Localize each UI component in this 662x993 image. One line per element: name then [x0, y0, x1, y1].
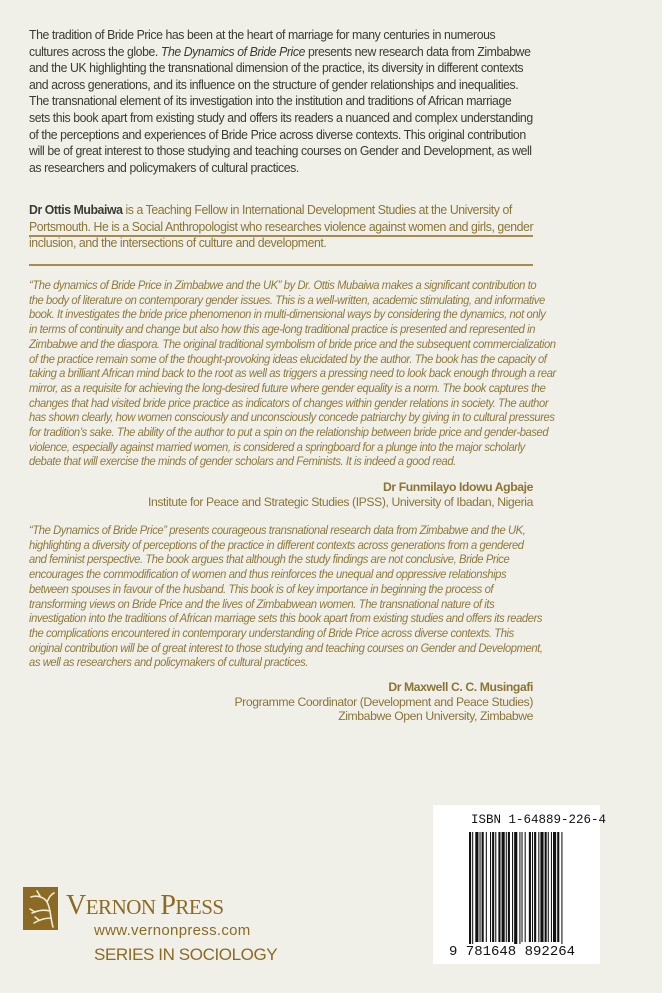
text-line: [29, 235, 499, 252]
barcode-bar: [532, 832, 533, 942]
ean-number: 9 781648 892264: [449, 944, 576, 960]
text-line: as researchers and policymakers of cultural practices.: [29, 159, 299, 175]
text-line: mirror, as a requisite for achieving the long-desired future where gender equality is a norm. The book captures the: [29, 380, 546, 395]
isbn-barcode: [433, 805, 607, 964]
text-line: in terms of continuity and change but also how this age-long traditional practice is presented and represented in: [29, 322, 536, 337]
text-line: [29, 43, 531, 61]
barcode-bar: [561, 832, 562, 952]
book-title: The Dynamics of Bride Price: [160, 43, 305, 59]
text-line: encourages the commodification of women and thus reinforces the unequal and oppressive relationships: [29, 567, 507, 582]
review-quote-2: [29, 523, 543, 670]
text-fragment: presents new research data from Zimbabwe: [304, 43, 531, 59]
reviewer-name: Dr Funmilayo Idowu Agbaje: [382, 480, 533, 494]
text-line: [29, 218, 534, 236]
barcode-bar: [529, 832, 531, 942]
barcode-bar: [475, 832, 478, 942]
vernon-press-tree-logo-icon: [23, 887, 58, 930]
text-fragment: cultures across the globe.: [29, 43, 161, 59]
text-fragment: is a Teaching Fellow in International Development Studies at the University of: [122, 202, 512, 217]
author-bio: [29, 202, 534, 252]
reviewer-affiliation: Programme Coordinator (Development and Peace Studies): [234, 694, 533, 709]
text-line: for tradition’s sake. The ability of the author to put a spin on the relationship between bride price and gender-based: [29, 425, 549, 440]
text-fragment: Portsmouth. He is a Social Anthropologist who researches violence against women and girls, gender: [29, 218, 534, 234]
barcode-bar: [557, 832, 559, 942]
barcode-bars: [469, 832, 595, 956]
barcode-bar: [514, 832, 517, 952]
text-line: Zimbabwe and the diaspora. The original traditional symbolism of bride price and the subsequent commercialization: [29, 336, 556, 351]
text-line: [29, 202, 512, 219]
reviewer-name: Dr Maxwell C. C. Musingafi: [388, 680, 533, 694]
text-line: transforming views on Bride Price and the lives of Zimbabwean women. The transnational nature of its: [29, 596, 495, 611]
text-line: of the perceptions and experiences of Bride Price across diverse contexts. This original contribution: [29, 126, 526, 142]
barcode-bar: [508, 832, 510, 942]
barcode-bar: [482, 832, 484, 942]
barcode-bar: [490, 832, 491, 942]
author-name: Dr Ottis Mubaiwa: [29, 202, 123, 217]
barcode-bar: [480, 832, 481, 942]
text-line: violence, especially against married women, is considered a springboard for a plunge into the major scholarly: [29, 439, 525, 454]
reviewer-affiliation: Institute for Peace and Strategic Studies (IPSS), University of Ibadan, Nigeria: [147, 494, 533, 509]
text-line: changes that had visited bride price practice as indicators of changes within gender relations in society. The author: [29, 395, 549, 410]
barcode-bar: [548, 832, 549, 942]
reviewer-affiliation: Zimbabwe Open University, Zimbabwe: [338, 709, 533, 724]
barcode-bar: [553, 832, 556, 942]
publisher-name: VERNON PRESS: [66, 890, 224, 921]
publisher-url[interactable]: www.vernonpress.com: [94, 922, 251, 939]
book-description: [29, 27, 534, 176]
text-line: original contribution will be of great interest to those studying and teaching courses on Gender and Development,: [29, 640, 543, 655]
barcode-bar: [525, 832, 526, 942]
review-signature-1: [148, 480, 533, 509]
text-line: will be of great interest to those studying and teaching courses on Gender and Development, as well: [29, 143, 532, 159]
text-line: taking a brilliant African mind back to the root as well as triggers a pressing need to look back enough through a rear: [29, 366, 556, 381]
barcode-bar: [540, 832, 543, 942]
divider: [29, 264, 533, 266]
text-line: The transnational element of its investigation into the institution and traditions of African marriage: [29, 93, 512, 109]
text-line: has shown clearly, how women consciously and unconsciously concede patriarchy by giving in to cultural pressures: [29, 410, 555, 425]
barcode-bar: [506, 832, 507, 942]
text-line: sets this book apart from existing study and offers its readers a nuanced and complex understanding: [29, 109, 533, 125]
text-line: “The dynamics of Bride Price in Zimbabwe and the UK” by Dr. Ottis Mubaiwa makes a significant contribution to: [29, 278, 537, 292]
text-line: the complications encountered in contemporary understanding of Bride Price across diverse contexts. This: [29, 625, 514, 640]
barcode-bar: [502, 832, 505, 942]
text-line: highlighting a diversity of perceptions of the practice in different contexts across generations from a gendered: [29, 537, 524, 552]
barcode-bar: [545, 832, 547, 942]
review-signature-2: [234, 680, 533, 724]
text-line: and across generations, and its influence on the structure of gender relationships and inequalities.: [29, 76, 519, 92]
barcode-bar: [534, 832, 536, 942]
barcode-bar: [492, 832, 494, 942]
text-line: “The Dynamics of Bride Price” presents courageous transnational research data from Zimbabwe and the UK,: [29, 523, 526, 537]
barcode-bar: [512, 832, 513, 942]
review-quote-1: [29, 278, 556, 469]
text-line: book. It investigates the bride price phenomenon in multi-dimensional ways by considering the dynamics, not only: [29, 307, 546, 322]
text-line: as well as researchers and policymakers of cultural practices.: [29, 655, 309, 670]
barcode-bar: [495, 832, 496, 942]
barcode-bar: [519, 832, 520, 952]
text-line: debate that will exercise the minds of gender scholars and Feminists. It is indeed a good read.: [29, 454, 456, 469]
series-name: SERIES IN SOCIOLOGY: [94, 945, 278, 964]
barcode-bar: [551, 832, 552, 942]
text-line: and the UK highlighting the transnational dimension of the practice, its diversity in different contexts: [29, 60, 524, 76]
barcode-bar: [522, 832, 523, 942]
text-line: and feminist perspective. The book argues that although the study findings are not conclusive, Bride Price: [29, 552, 510, 567]
text-line: investigation into the traditions of African marriage sets this book apart from existing studies and offers its readers: [29, 611, 543, 626]
barcode-bar: [538, 832, 539, 942]
barcode-bar: [472, 832, 473, 952]
text-line: of the practice remain some of the thought-provoking ideas elucidated by the author. The book has the capacity of: [29, 351, 547, 366]
text-line: between spouses in favour of the husband. This book is of key importance in beginning the process of: [29, 581, 494, 596]
isbn-text: ISBN 1-64889-226-4: [471, 813, 607, 827]
barcode-bar: [498, 832, 500, 942]
text-fragment: inclusion, and the intersections of culture and development.: [29, 235, 327, 251]
barcode-bar: [469, 832, 471, 952]
text-line: The tradition of Bride Price has been at the heart of marriage for many centuries in numerous: [29, 27, 496, 42]
barcode-bar: [486, 832, 487, 942]
text-line: the body of literature on contemporary gender issues. This is a well-written, academic stimulating, and informative: [29, 292, 545, 307]
